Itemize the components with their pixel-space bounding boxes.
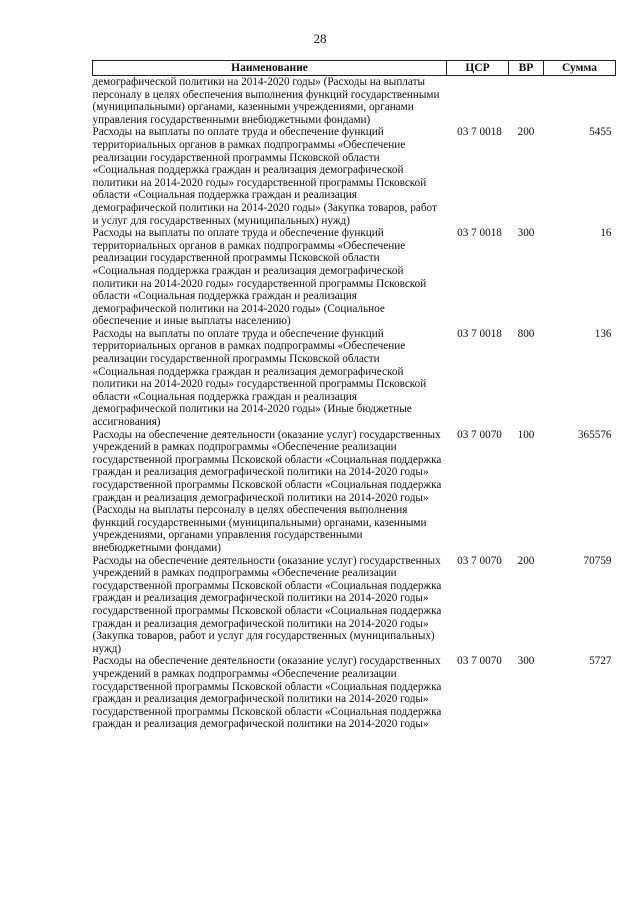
header-name: Наименование (93, 61, 447, 76)
header-row (93, 61, 616, 76)
header-csr: ЦСР (447, 61, 509, 76)
table-row (93, 555, 616, 656)
row-vr: 300 (517, 655, 535, 668)
row-sum: 16 (600, 227, 612, 240)
row-name: Расходы на обеспечение деятельности (оказание услуг) государственных учреждений в рамках подпрограммы «Обеспечение реализации государственной программы Псковской области «Социальная поддержка граждан и реализация демографической политики на 2014-2020 годы» государственной программы Псковской области «Социальная поддержка граждан и реализация демографической политики на 2014-2020 годы» (Расходы на выплаты персоналу в целях обеспечения выполнения функций государственными (муниципальными) органами, казенными учреждениями, органами управления государственными внебюджетными фондами) (92, 428, 442, 554)
table-row (93, 655, 616, 731)
header-sum: Сумма (544, 61, 616, 76)
row-vr: 200 (517, 554, 535, 567)
table-row (93, 328, 616, 429)
row-name: Расходы на выплаты по оплате труда и обеспечение функций территориальных органов в рамках подпрограммы «Обеспечение реализации государственной программы Псковской области «Социальная поддержка граждан и реализация демографической политики на 2014-2020 годы» государственной программы Псковской области «Социальная поддержка граждан и реализация демографической политики на 2014-2020 годы» (Иные бюджетные ассигнования) (92, 327, 427, 429)
row-csr (447, 76, 509, 127)
row-vr: 300 (517, 227, 535, 240)
row-vr: 800 (517, 327, 535, 340)
row-sum (544, 76, 616, 127)
row-csr: 03 7 0018 (457, 227, 502, 240)
row-vr: 100 (517, 428, 535, 441)
row-vr: 200 (517, 126, 535, 139)
row-sum: 5727 (589, 655, 612, 668)
row-name: Расходы на выплаты по оплате труда и обеспечение функций территориальных органов в рамках подпрограммы «Обеспечение реализации государственной программы Псковской области «Социальная поддержка граждан и реализация демографической политики на 2014-2020 годы» государственной программы Псковской области «Социальная поддержка граждан и реализация демографической политики на 2014-2020 годы» (Закупка товаров, работ и услуг для государственных (муниципальных) нужд) (92, 126, 437, 227)
table-row (93, 76, 616, 127)
page-number: 28 (313, 31, 327, 46)
row-csr: 03 7 0018 (457, 327, 502, 340)
table-body (93, 76, 616, 731)
row-csr: 03 7 0070 (457, 655, 502, 668)
row-vr (509, 76, 544, 127)
row-csr: 03 7 0070 (457, 428, 502, 441)
row-name: демографической политики на 2014-2020 годы» (Расходы на выплаты персоналу в целях обеспечения выполнения функций государственными (муниципальными) органами, казенными учреждениями, органами управления государственными внебюджетными фондами) (92, 76, 440, 126)
table-row (93, 227, 616, 328)
row-sum: 70759 (583, 554, 612, 567)
table-row (93, 126, 616, 227)
table-row (93, 429, 616, 555)
budget-table (92, 60, 616, 731)
row-name: Расходы на выплаты по оплате труда и обеспечение функций территориальных органов в рамках подпрограммы «Обеспечение реализации государственной программы Псковской области «Социальная поддержка граждан и реализация демографической политики на 2014-2020 годы» государственной программы Псковской области «Социальная поддержка граждан и реализация демографической политики на 2014-2020 годы» (Социальное обеспечение и иные выплаты населению) (92, 227, 427, 328)
row-sum: 5455 (589, 126, 612, 139)
row-csr: 03 7 0018 (457, 126, 502, 139)
header-vr: ВР (509, 61, 544, 76)
row-sum: 365576 (577, 428, 612, 441)
row-csr: 03 7 0070 (457, 554, 502, 567)
row-name: Расходы на обеспечение деятельности (оказание услуг) государственных учреждений в рамках подпрограммы «Обеспечение реализации государственной программы Псковской области «Социальная поддержка граждан и реализация демографической политики на 2014-2020 годы» государственной программы Псковской области «Социальная поддержка граждан и реализация демографической политики на 2014-2020 годы» (Закупка товаров, работ и услуг для государственных (муниципальных) нужд) (92, 554, 442, 655)
table-header (93, 61, 616, 76)
row-name: Расходы на обеспечение деятельности (оказание услуг) государственных учреждений в рамках подпрограммы «Обеспечение реализации государственной программы Псковской области «Социальная поддержка граждан и реализация демографической политики на 2014-2020 годы» государственной программы Псковской области «Социальная поддержка граждан и реализация демографической политики на 2014-2020 годы» (92, 655, 442, 731)
row-sum: 136 (594, 327, 612, 340)
